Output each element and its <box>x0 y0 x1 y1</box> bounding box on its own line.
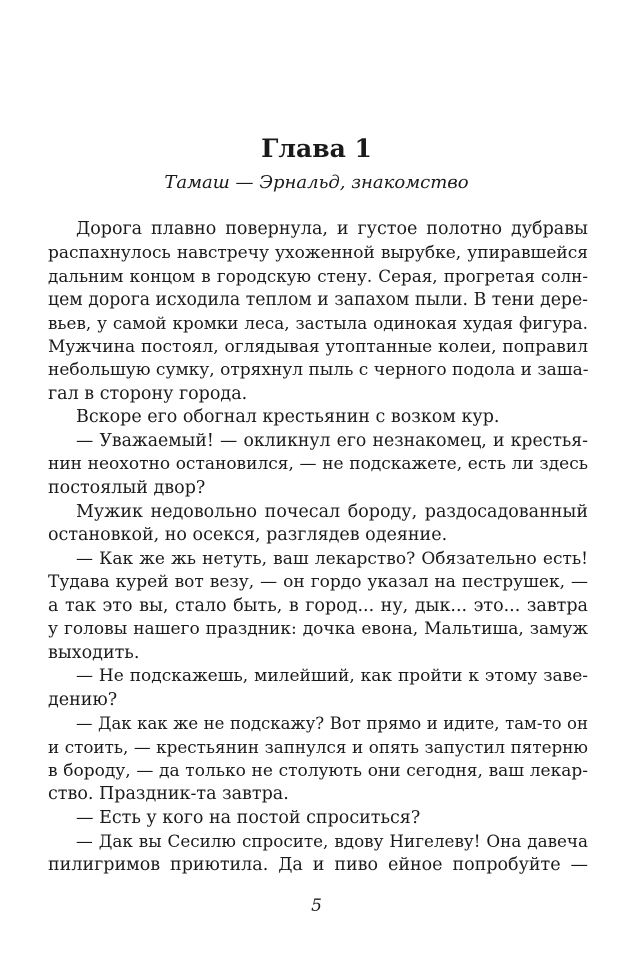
page-number: 5 <box>311 896 322 916</box>
text-line: вьев, у самой кромки леса, застыла одинокая худая фигура. <box>48 313 588 334</box>
text-line: Вскоре его обогнал крестьянин с возком кур. <box>76 407 500 428</box>
text-line: пилигримов приютила. Да и пиво ейное попробуйте — <box>48 854 588 875</box>
text-line: Мужик недовольно почесал бороду, раздосадованный <box>76 501 588 522</box>
text-line: ство. Праздник-та завтра. <box>48 784 289 805</box>
text-line: — Не подскажешь, милейший, как пройти к этому заве- <box>76 666 588 687</box>
text-line: а так это вы, стало быть, в город... ну, дык... это... завтра <box>48 595 588 616</box>
text-line: выходить. <box>48 642 140 663</box>
text-line: цем дорога исходила теплом и запахом пыли. В тени дере- <box>48 289 588 310</box>
text-line: у головы нашего праздник: дочка евона, Мальтиша, замуж <box>48 619 588 640</box>
text-line: — Дак как же не подскажу? Вот прямо и идите, там-то он <box>76 714 588 734</box>
text-line: нин неохотно остановился, — не подскажете, есть ли здесь <box>48 454 588 475</box>
body-text <box>48 218 588 877</box>
text-line: Тудава курей вот везу, — он гордо указал на пеструшек, — <box>48 572 588 593</box>
text-line: Дорога плавно повернула, и густое полотно дубравы <box>76 219 588 239</box>
chapter-title: Глава 1 <box>261 134 372 163</box>
text-line: остановкой, но осекся, разглядев одеяние. <box>48 525 448 546</box>
text-line: дению? <box>48 689 118 710</box>
chapter-subtitle: Тамаш — Эрнальд, знакомство <box>164 172 469 193</box>
text-line: — Уважаемый! — окликнул его незнакомец, и крестья- <box>76 430 588 451</box>
text-line: — Как же жь нетуть, ваш лекарство? Обязательно есть! <box>76 548 588 569</box>
text-line: постоялый двор? <box>48 478 206 499</box>
text-line: распахнулось навстречу ухоженной вырубке, упиравшейся <box>48 242 588 263</box>
text-line: небольшую сумку, отряхнул пыль с черного подола и зашa- <box>48 360 589 381</box>
text-line: гал в сторону города. <box>48 383 248 404</box>
text-line: дальним концом в городскую стену. Серая, прогретая солн- <box>48 266 588 287</box>
text-line: и стоить, — крестьянин запнулся и опять запустил пятерню <box>48 737 588 758</box>
text-line: в бороду, — да только не столують они сегодня, ваш лекар- <box>48 760 588 781</box>
text-line: — Дак вы Сесилю спросите, вдову Нигелеву! Она давеча <box>76 831 588 852</box>
text-line: Мужчина постоял, оглядывая утоптанные колеи, поправил <box>48 336 588 357</box>
text-line: — Есть у кого на постой спроситься? <box>76 807 421 828</box>
